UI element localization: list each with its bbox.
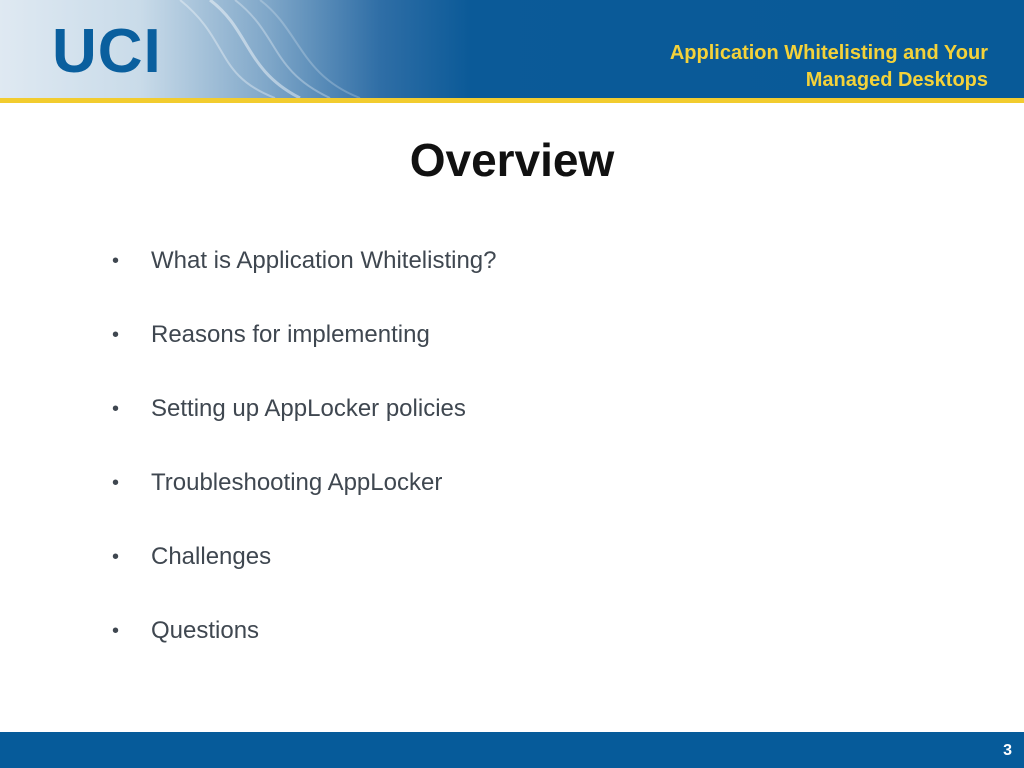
bullet-dot-icon: • [112,620,120,642]
bullet-text: Troubleshooting AppLocker [151,469,443,496]
bullet-dot-icon: • [112,324,120,346]
slide-title: Overview [409,134,615,186]
bullet-dot-icon: • [112,546,120,568]
deck-title-line-1: Application Whitelisting and Your [669,42,988,64]
bullet-dot-icon: • [112,398,120,420]
bullet-dot-icon: • [112,472,120,494]
bullet-dot-icon: • [112,250,120,272]
uci-logo: UCI [52,17,162,86]
header-gold-rule [0,98,1024,103]
bullet-text: Setting up AppLocker policies [151,395,466,422]
deck-title [548,40,988,94]
bullet-text: What is Application Whitelisting? [151,247,497,274]
bullet-text: Challenges [151,543,272,570]
bullet-text: Questions [151,617,260,644]
bullet-text: Reasons for implementing [151,321,430,348]
footer-band [0,732,1024,768]
deck-title-line-2: Managed Desktops [805,69,988,91]
page-number: 3 [1003,742,1012,759]
